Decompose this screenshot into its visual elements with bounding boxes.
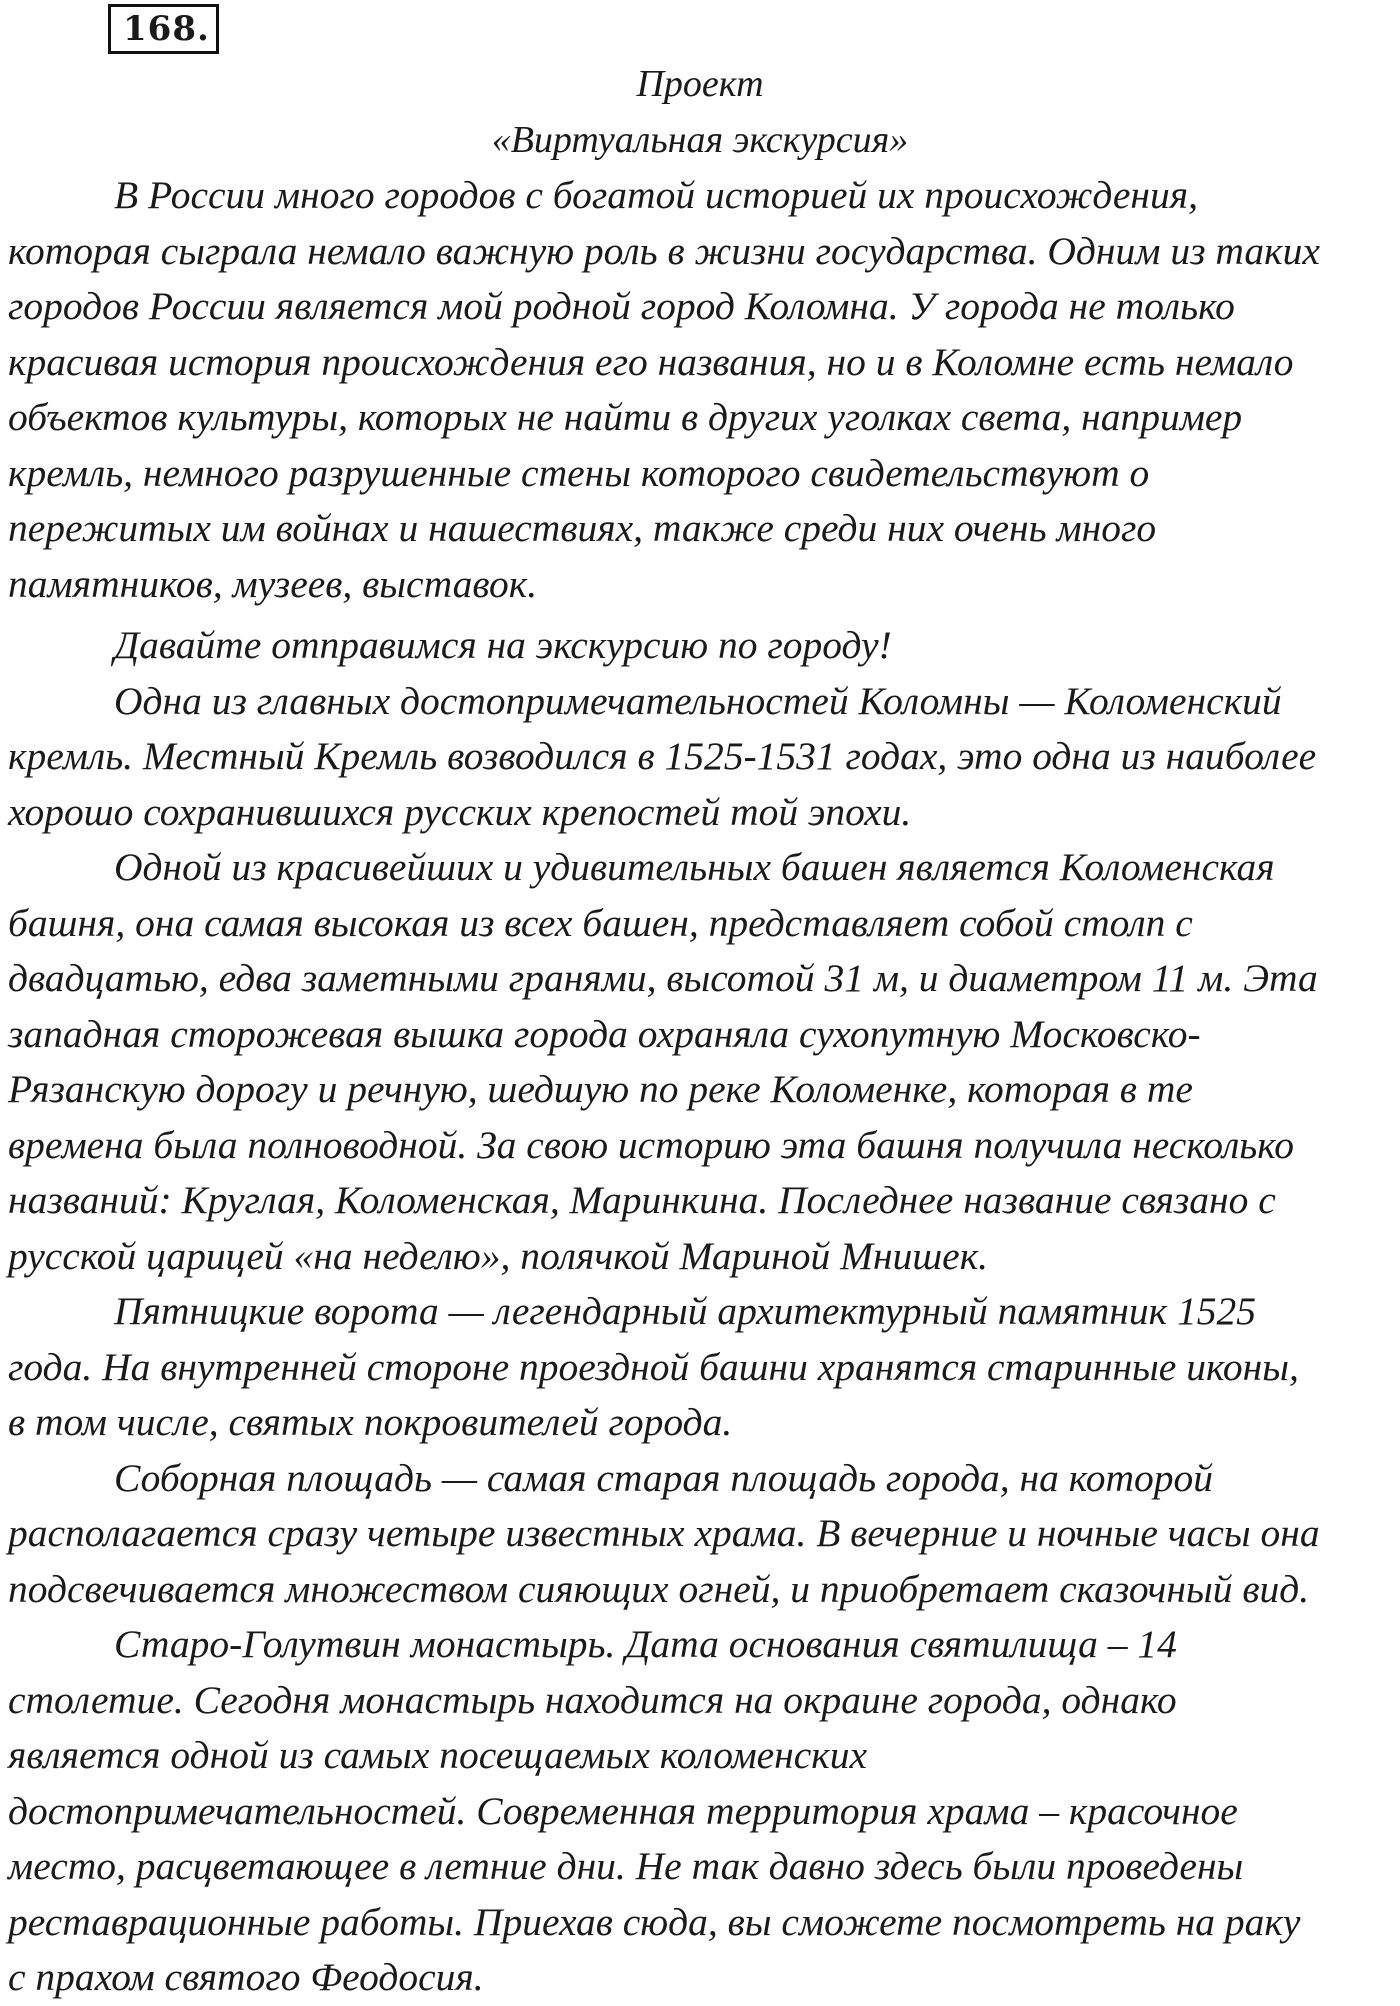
paragraph-kolomna-tower: Одной из красивейших и удивительных башен является Коломенская башня, она самая высокая из всех башен, представляет собой столп с двадцатью, едва заметными гранями, высотой 31 м, и диаметром 11 м. Эта западная сторожевая вышка города охраняла сухопутную Московско- Рязанскую дорогу и речную, шедшую по реке Коломенке, которая в те времена была полноводной. За свою историю эта башня получила несколько названий: Круглая, Коломенская, Маринкина. Последнее название связано с русской царицей «на неделю», полячкой Мариной Мнишек.: [8, 845, 1318, 1278]
body-text: [8, 168, 1392, 2006]
paragraph-cathedral-square: Соборная площадь — самая старая площадь города, на которой располагается сразу четыре известных храма. В вечерние и ночные часы она подсвечивается множеством сияющих огней, и приобретает сказочный вид.: [8, 1455, 1320, 1611]
paragraph-intro: В России много городов с богатой историей их происхождения, которая сыграла немало важную роль в жизни государства. Одним из таких городов России является мой родной город Коломна. У города не только красивая история происхождения его названия, но и в Коломне есть немало объектов культуры, которых не найти в других уголках света, например кремль, немного разрушенные стены которого свидетельствуют о пережитых им войнах и нашествиях, также среди них очень много памятников, музеев, выставок.: [8, 173, 1320, 606]
paragraph-pyatnitsky-gate: Пятницкие ворота — легендарный архитектурный памятник 1525 года. На внутренней стороне проездной башни хранятся старинные иконы, в том числе, святых покровителей города.: [8, 1289, 1299, 1444]
title-block: [0, 56, 1400, 168]
project-title: Проект: [636, 63, 764, 105]
paragraph-invitation: Давайте отправимся на экскурсию по городу!: [114, 623, 892, 667]
task-number-box: 168.: [108, 4, 219, 54]
project-subtitle: «Виртуальная экскурсия»: [491, 119, 909, 161]
paragraph-kremlin: Одна из главных достопримечательностей Коломны — Коломенский кремль. Местный Кремль возводился в 1525-1531 годах, это одна из наиболее хорошо сохранившихся русских крепостей той эпохи.: [8, 678, 1317, 834]
paragraph-monastery: Старо-Голутвин монастырь. Дата основания святилища – 14 столетие. Сегодня монастырь находится на окраине города, однако является одной из самых посещаемых коломенских достопримечательностей. Современная территория храма – красочное место, расцветающее в летние дни. Не так давно здесь были проведены реставрационные работы. Приехав сюда, вы сможете посмотреть на раку с прахом святого Феодосия.: [8, 1622, 1301, 1999]
